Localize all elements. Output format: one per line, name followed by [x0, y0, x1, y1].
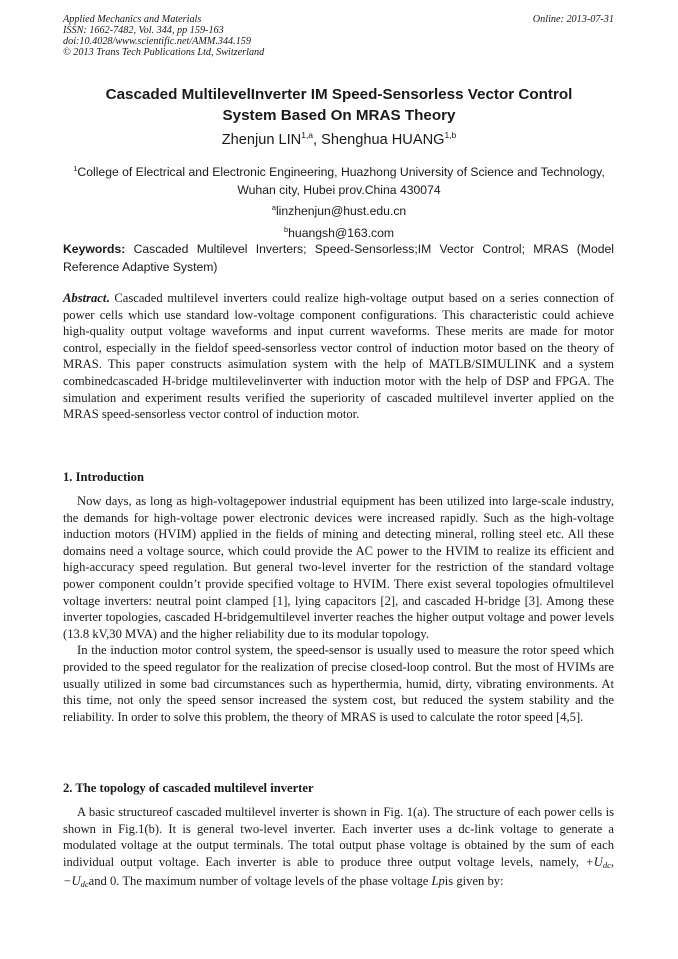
email-b-line: [56, 221, 622, 243]
minus-u: −U: [63, 874, 81, 889]
affiliation-line-1: [56, 160, 622, 182]
abstract-label-dot: .: [106, 291, 110, 305]
title-line-2: System Based On MRAS Theory: [222, 107, 456, 124]
section-2-body: [63, 804, 614, 893]
section-2-paragraph: [63, 804, 614, 893]
abstract-label: Abstract: [63, 291, 107, 305]
issn-line: ISSN: 1662-7482, Vol. 344, pp 159-163: [63, 25, 224, 36]
section-1-body: [63, 493, 614, 725]
author-2-affil: 1,b: [444, 130, 457, 140]
dc-subscript-2: dc: [80, 879, 89, 890]
abstract: [63, 290, 614, 423]
email-a-marker: a: [271, 203, 276, 213]
section-2-heading: 2. The topology of cascaded multilevel inverter: [63, 781, 314, 795]
sec2-text-start: A basic structureof cascaded multilevel inverter is shown in Fig. 1(a). The structure of each power cells is shown in Fig.1(b). It is general two-level inverter. Each inverter uses a dc-link voltage to generate a modulated voltage at the output terminals. The total output phase voltage is obtained by the sum of each individual output voltage. Each inverter is able to produce three output voltage levels, namely,: [63, 805, 614, 869]
journal-header: [63, 14, 264, 58]
online-date: Online: 2013-07-31: [532, 14, 614, 25]
title-line-1: Cascaded MultilevelInverter IM Speed-Sensorless Vector Control: [105, 86, 573, 103]
section-1-heading: 1. Introduction: [63, 470, 144, 484]
keywords-label: Keywords:: [63, 242, 126, 256]
affiliation-text-1: College of Electrical and Electronic Engineering, Huazhong University of Science and Technology,: [77, 165, 605, 180]
dc-subscript-1: dc: [602, 859, 611, 870]
keywords: [63, 240, 614, 276]
doi-line[interactable]: doi:10.4028/www.scientific.net/AMM.344.159: [63, 36, 251, 47]
email-b-marker: b: [283, 224, 289, 234]
keywords-text: Cascaded Multilevel Inverters; Speed-Sensorless;IM Vector Control; MRAS (Model Reference Adaptive System): [63, 242, 614, 274]
abstract-text: Cascaded multilevel inverters could realize high-voltage output based on a series connection of power cells which use standard low-voltage component configurations. This characteristic could achieve high-quality output voltage waveforms and input current waveforms. These merits are made for motor control, especially in the fieldof speed-sensorless vector control of induction motor based on the theory of MRAS. This paper constructs asimulation system with the help of MATLB/SIMULINK and a system combinedcascaded H-bridge multilevelinverter with induction motor with the help of DSP and FPGA. The simulation and experiment results verified the superiority of cascaded multilevel inverter applied on the MRAS speed-sensorless vector control of induction motor.: [63, 291, 614, 422]
affiliation-marker: 1: [73, 164, 78, 173]
sec2-text-mid: and 0. The maximum number of voltage levels of the phase voltage: [88, 874, 432, 889]
email-a[interactable]: linzhenjun@hust.edu.cn: [275, 204, 407, 219]
plus-u: +U: [585, 854, 603, 869]
intro-paragraph-2: In the induction motor control system, the speed-sensor is usually used to measure the rotor speed which provided to the speed regulator for the realization of precise closed-loop control. But the most of HVIMs are usually utilized in some bad circumstances such as hyperthermia, humid, dirty, vibrating environments. At this time, not only the speed sensor increased the system cost, but reduced the system stability and the reliability. In order to solve this problem, the theory of MRAS is used to calculate the rotor speed [4,5].: [63, 643, 614, 724]
author-1-affil: 1,a: [301, 130, 314, 140]
sec2-text-end: is given by:: [444, 874, 504, 889]
author-list: [40, 130, 638, 148]
intro-paragraph-1: Now days, as long as high-voltagepower industrial equipment has been utilized into large-scale industry, the demands for high-voltage power electronic devices were increased rapidly. Such as the high-voltage induction motors (HVIM) applied in the fields of mining and detecting mineral, rolling steel etc. All these domains need a voltage source, which could provide the AC power to the HVIM to realize its efficient and high-accuracy speed regulation. But general two-level inverter for the restriction of the standard voltage power component couldn’t provide specified voltage to HVIM. There exist several topologies ofmultilevel voltage inverters: neutral point clamped [1], lying capacitors [2], and cascaded H-bridge [3]. Among these inverter topologies, cascaded H-bridgemultilevel inverter reaches the higher output voltage and power levels (13.8 kV,30 MVA) and the higher reliability due to its modular topology.: [63, 494, 614, 641]
email-b[interactable]: huangsh@163.com: [288, 225, 395, 240]
lp-symbol: Lp: [431, 874, 445, 889]
journal-name: Applied Mechanics and Materials: [63, 14, 202, 25]
affiliation-line-2: Wuhan city, Hubei prov.China 430074: [237, 182, 441, 197]
copyright-line: © 2013 Trans Tech Publications Ltd, Switzerland: [63, 47, 265, 58]
author-separator: ,: [313, 131, 322, 148]
author-2: Shenghua HUANG: [321, 131, 445, 148]
affiliation-block: [56, 160, 622, 242]
author-1: Zhenjun LIN: [221, 131, 302, 148]
email-a-line: [56, 199, 622, 221]
paper-title: [40, 84, 638, 126]
sec2-comma: ,: [610, 854, 614, 869]
